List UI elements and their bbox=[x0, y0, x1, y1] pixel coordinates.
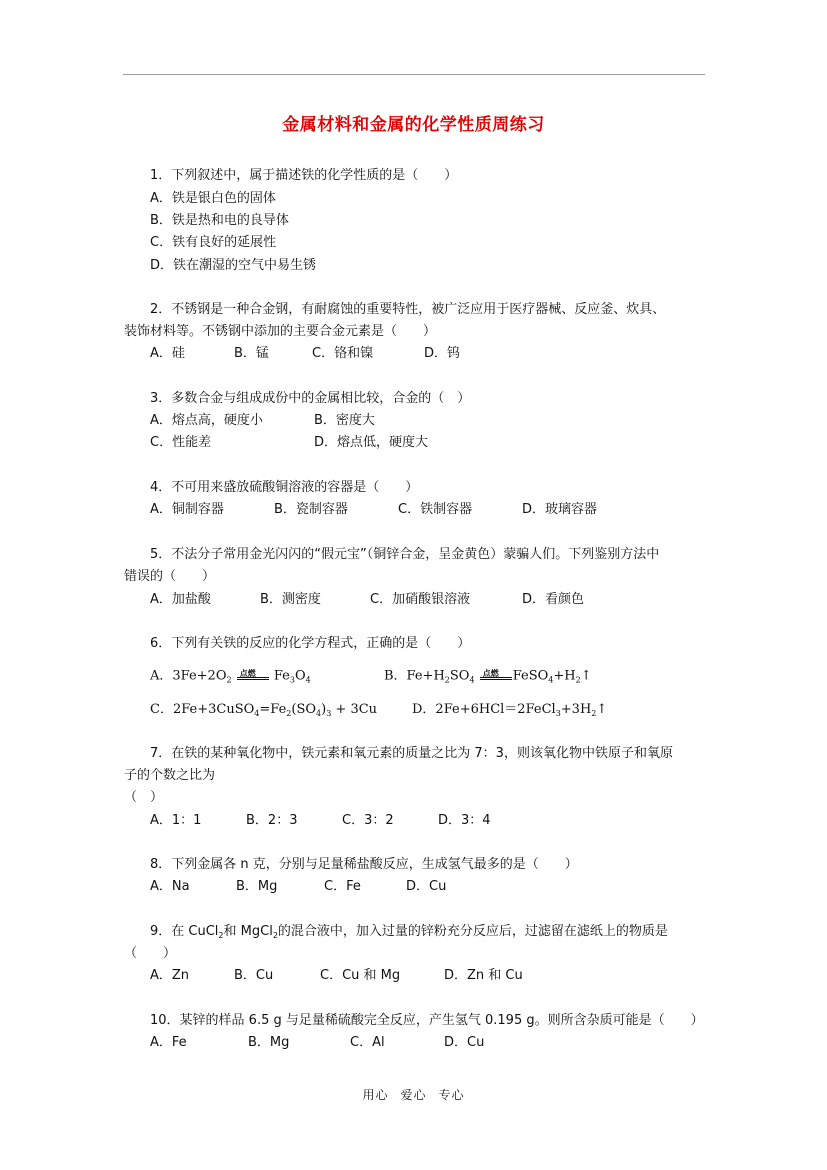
q5-stem-line1: 5．不法分子常用金光闪闪的“假元宝”（铜锌合金，呈金黄色）蒙骗人们。下列鉴别方法中 bbox=[150, 547, 660, 562]
q6-b-product: FeSO bbox=[512, 668, 549, 684]
q10-option-d: D．Cu bbox=[444, 1035, 485, 1050]
q8-option-d: D．Cu bbox=[406, 879, 447, 894]
q4-option-c: C．铁制容器 bbox=[398, 502, 473, 517]
footer-text: 用心 bbox=[362, 1088, 389, 1102]
q6-c-text: C．2Fe+3CuSO bbox=[150, 702, 255, 717]
q10-stem: 10．某锌的样品 6.5 g 与足量稀硫酸完全反应，产生氢气 0.195 g。则所含杂质可能是（ ） bbox=[150, 1013, 704, 1028]
q1-stem: 1．下列叙述中，属于描述铁的化学性质的是（ ） bbox=[150, 168, 458, 183]
q8-stem: 8．下列金属各 n 克，分别与足量稀盐酸反应，生成氢气最多的是（ ） bbox=[150, 857, 578, 872]
q6-c-sub: 2 bbox=[286, 709, 292, 718]
ignite-condition-arrow bbox=[479, 667, 513, 685]
q8-option-a: A．Na bbox=[150, 879, 190, 894]
q4-option-d: D．玻璃容器 bbox=[522, 502, 598, 517]
q10-option-b: B．Mg bbox=[248, 1035, 290, 1050]
q4-option-b: B．瓷制容器 bbox=[274, 502, 348, 517]
q6-a-sub: 2 bbox=[226, 675, 232, 685]
q6-c-text: (SO bbox=[291, 702, 317, 717]
q9-option-c: C．Cu 和 Mg bbox=[320, 968, 401, 983]
footer-text: 专心 bbox=[438, 1088, 465, 1102]
q3-stem: 3．多数合金与组成成份中的金属相比较，合金的（ ） bbox=[150, 391, 471, 406]
q6-d-text: +3H bbox=[560, 702, 592, 717]
q1-option-a: A．铁是银白色的固体 bbox=[150, 191, 276, 206]
q1-option-b: B．铁是热和电的良导体 bbox=[150, 213, 289, 228]
q7-stem-line1: 7．在铁的某种氧化物中，铁元素和氧元素的质量之比为 7：3，则该氧化物中铁原子和氧原 bbox=[150, 746, 673, 761]
q2-stem-line2: 装饰材料等。不锈钢中添加的主要合金元素是（ ） bbox=[124, 324, 437, 339]
ignite-condition-arrow bbox=[236, 667, 270, 685]
q2-options bbox=[150, 345, 460, 363]
q4-stem: 4．不可用来盛放硫酸铜溶液的容器是（ ） bbox=[150, 480, 419, 495]
q6-b-product: +H bbox=[553, 668, 576, 684]
q6-option-d bbox=[412, 701, 607, 719]
q3-option-b: B．密度大 bbox=[314, 413, 375, 428]
q6-a-sub: 4 bbox=[305, 675, 311, 685]
q2-option-b: B．锰 bbox=[234, 346, 269, 361]
q6-c-text: ) bbox=[321, 702, 327, 717]
q6-option-a bbox=[150, 667, 311, 686]
q9-text: 和 MgCl bbox=[223, 924, 273, 939]
q3-options-row2 bbox=[150, 434, 428, 452]
q5-options bbox=[150, 591, 584, 609]
header-rule bbox=[123, 74, 705, 75]
gas-arrow-icon: ↑ bbox=[596, 702, 608, 717]
q2-option-d: D．钨 bbox=[424, 346, 461, 361]
q6-c-text: =Fe bbox=[259, 702, 287, 717]
page-title: 金属材料和金属的化学性质周练习 bbox=[282, 115, 545, 135]
q6-b-text: SO bbox=[449, 668, 470, 684]
q2-option-c: C．铬和镍 bbox=[312, 346, 374, 361]
q1-option-c: C．铁有良好的延展性 bbox=[150, 235, 277, 250]
q6-b-sub: 4 bbox=[469, 675, 475, 685]
q9-options bbox=[150, 967, 523, 985]
q9-option-d: D．Zn 和 Cu bbox=[444, 968, 523, 983]
q6-c-sub: 4 bbox=[316, 709, 322, 718]
q7-stem-line3: （ ） bbox=[124, 790, 164, 805]
q4-options bbox=[150, 501, 597, 519]
q7-option-d: D．3：4 bbox=[438, 813, 491, 828]
q1-option-d: D．铁在潮湿的空气中易生锈 bbox=[150, 258, 317, 273]
q9-option-b: B．Cu bbox=[234, 968, 274, 983]
q2-stem-line1: 2．不锈钢是一种合金钢，有耐腐蚀的重要特性，被广泛应用于医疗器械、反应釜、炊具、 bbox=[150, 302, 666, 317]
page-footer bbox=[0, 1086, 827, 1103]
q9-sub: 2 bbox=[218, 931, 224, 940]
footer-text: 爱心 bbox=[400, 1088, 427, 1102]
q3-option-a: A．熔点高，硬度小 bbox=[150, 413, 263, 428]
q5-option-c: C．加硝酸银溶液 bbox=[370, 592, 471, 607]
q9-stem-line1 bbox=[150, 923, 668, 941]
q6-c-sub: 3 bbox=[326, 709, 332, 718]
q2-option-a: A．硅 bbox=[150, 346, 185, 361]
q7-option-a: A．1：1 bbox=[150, 813, 202, 828]
q9-text: 的混合液中，加入过量的锌粉充分反应后，过滤留在滤纸上的物质是 bbox=[277, 924, 668, 939]
q6-a-condition: 点燃 bbox=[239, 668, 256, 678]
q6-d-sub: 3 bbox=[555, 709, 561, 718]
q6-option-b bbox=[384, 667, 592, 686]
q6-option-c bbox=[150, 701, 377, 719]
q10-options bbox=[150, 1034, 484, 1052]
q9-text: 9．在 CuCl bbox=[150, 924, 219, 939]
q5-option-d: D．看颜色 bbox=[522, 592, 585, 607]
q3-option-c: C．性能差 bbox=[150, 435, 212, 450]
q5-option-b: B．测密度 bbox=[260, 592, 321, 607]
q6-a-product: O bbox=[294, 668, 306, 684]
q6-b-text: B．Fe+H bbox=[384, 668, 445, 684]
q8-options bbox=[150, 878, 446, 896]
q8-option-c: C．Fe bbox=[324, 879, 361, 894]
gas-arrow-icon: ↑ bbox=[580, 668, 592, 684]
q6-stem: 6．下列有关铁的反应的化学方程式，正确的是（ ） bbox=[150, 636, 471, 651]
q6-c-sub: 4 bbox=[254, 709, 260, 718]
q8-option-b: B．Mg bbox=[236, 879, 278, 894]
q5-stem-line2: 错误的（ ） bbox=[124, 569, 216, 584]
q6-b-sub: 2 bbox=[444, 675, 450, 685]
q6-a-sub: 3 bbox=[289, 675, 295, 685]
q6-a-product: Fe bbox=[273, 668, 290, 684]
q6-b-condition: 点燃 bbox=[482, 668, 499, 678]
q6-d-sub: 2 bbox=[591, 709, 597, 718]
q10-option-c: C．Al bbox=[350, 1035, 385, 1050]
q10-option-a: A．Fe bbox=[150, 1035, 187, 1050]
q9-stem-line2: （ ） bbox=[124, 946, 177, 961]
q7-option-b: B．2：3 bbox=[246, 813, 298, 828]
q7-stem-line2: 子的个数之比为 bbox=[124, 768, 216, 783]
q6-d-text: D．2Fe+6HCl＝2FeCl bbox=[412, 702, 556, 717]
q6-c-text: + 3Cu bbox=[331, 702, 378, 717]
q9-option-a: A．Zn bbox=[150, 968, 190, 983]
q3-option-d: D．熔点低，硬度大 bbox=[314, 435, 429, 450]
q6-b-sub: 4 bbox=[548, 675, 554, 685]
q7-options bbox=[150, 812, 491, 830]
q6-a-text: A．3Fe+2O bbox=[150, 668, 227, 684]
q7-option-c: C．3：2 bbox=[342, 813, 394, 828]
q6-b-sub: 2 bbox=[575, 675, 581, 685]
q3-options-row1 bbox=[150, 412, 375, 430]
q4-option-a: A．铜制容器 bbox=[150, 502, 224, 517]
q5-option-a: A．加盐酸 bbox=[150, 592, 211, 607]
q9-sub: 2 bbox=[272, 931, 278, 940]
